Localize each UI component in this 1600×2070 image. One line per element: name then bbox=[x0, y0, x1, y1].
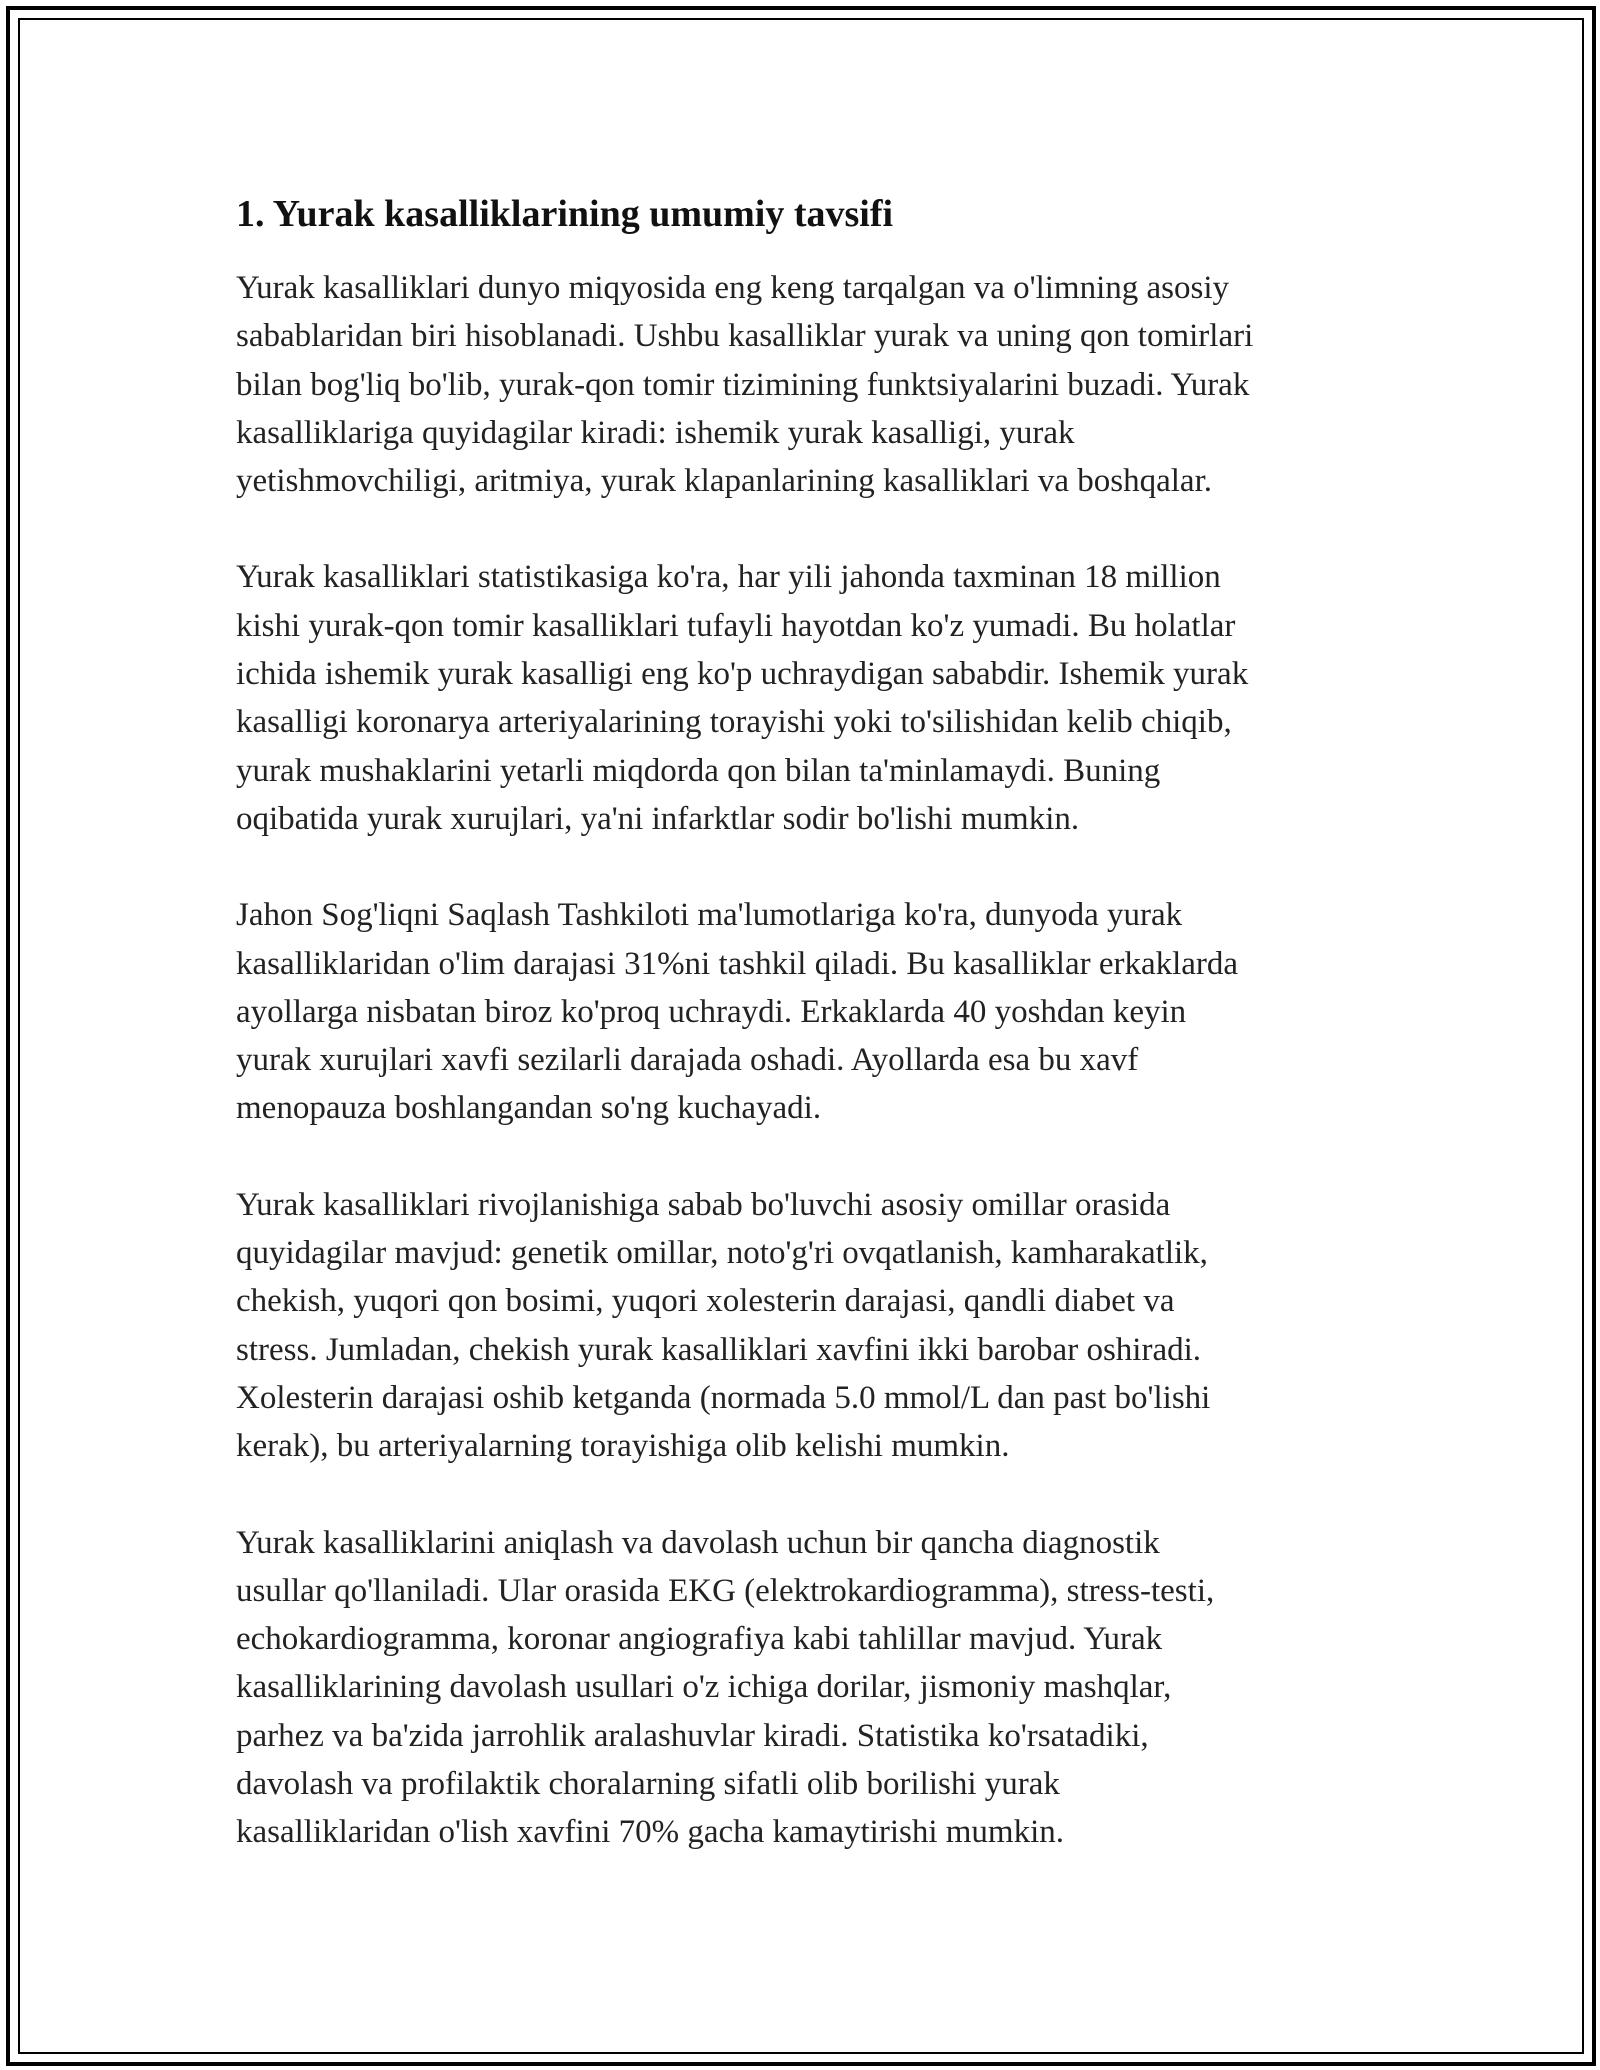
paragraph-line: ayollarga nisbatan biroz ko'proq uchraydi. Erkaklarda 40 yoshdan keyin bbox=[236, 993, 1187, 1030]
paragraph-line: quyidagilar mavjud: genetik omillar, noto'g'ri ovqatlanish, kamharakatlik, bbox=[236, 1235, 1208, 1272]
paragraph-line: Yurak kasalliklari rivojlanishiga sabab bo'luvchi asosiy omillar orasida bbox=[236, 1186, 1171, 1223]
paragraph-list bbox=[236, 264, 1384, 1857]
paragraph-line: kasalligi koronarya arteriyalarining torayishi yoki to'silishidan kelib chiqib, bbox=[236, 704, 1232, 741]
paragraph-line: yurak mushaklarini yetarli miqdorda qon bilan ta'minlamaydi. Buning bbox=[236, 752, 1161, 789]
paragraph-line: davolash va profilaktik choralarning sifatli olib borilishi yurak bbox=[236, 1766, 1060, 1803]
paragraph-line: usullar qo'llaniladi. Ular orasida EKG (elektrokardiogramma), stress-testi, bbox=[236, 1572, 1215, 1609]
paragraph-line: bilan bog'liq bo'lib, yurak-qon tomir tizimining funktsiyalarini buzadi. Yurak bbox=[236, 366, 1250, 403]
document-body bbox=[236, 186, 1384, 1857]
paragraph-line: Jahon Sog'liqni Saqlash Tashkiloti ma'lumotlariga ko'ra, dunyoda yurak bbox=[236, 897, 1183, 934]
paragraph-line: Yurak kasalliklari statistikasiga ko'ra, har yili jahonda taxminan 18 million bbox=[236, 559, 1221, 596]
paragraph-line: chekish, yuqori qon bosimi, yuqori xolesterin darajasi, qandli diabet va bbox=[236, 1283, 1175, 1320]
paragraph-line: ichida ishemik yurak kasalligi eng ko'p uchraydigan sababdir. Ishemik yurak bbox=[236, 656, 1249, 693]
section-title: 1. Yurak kasalliklarining umumiy tavsifi bbox=[236, 193, 894, 235]
paragraph-line: yurak xurujlari xavfi sezilarli darajada oshadi. Ayollarda esa bu xavf bbox=[236, 1042, 1139, 1079]
paragraph-line: yetishmovchiligi, aritmiya, yurak klapanlarining kasalliklari va boshqalar. bbox=[236, 463, 1212, 500]
paragraph-line: sabablaridan biri hisoblanadi. Ushbu kasalliklar yurak va uning qon tomirlari bbox=[236, 318, 1254, 355]
paragraph-3 bbox=[236, 891, 1384, 1132]
paragraph-line: Yurak kasalliklari dunyo miqyosida eng keng tarqalgan va o'limning asosiy bbox=[236, 270, 1229, 306]
paragraph-line: kasalliklaridan o'lim darajasi 31%ni tashkil qiladi. Bu kasalliklar erkaklarda bbox=[236, 945, 1239, 982]
paragraph-line: oqibatida yurak xurujlari, ya'ni infarktlar sodir bo'lishi mumkin. bbox=[236, 800, 1080, 837]
paragraph-2 bbox=[236, 553, 1384, 843]
paragraph-line: Xolesterin darajasi oshib ketganda (normada 5.0 mmol/L dan past bo'lishi bbox=[236, 1379, 1211, 1416]
paragraph-line: Yurak kasalliklarini aniqlash va davolash uchun bir qancha diagnostik bbox=[236, 1524, 1160, 1561]
paragraph-4 bbox=[236, 1181, 1384, 1471]
paragraph-line: parhez va ba'zida jarrohlik aralashuvlar kiradi. Statistika ko'rsatadiki, bbox=[236, 1717, 1149, 1754]
paragraph-1 bbox=[236, 264, 1384, 505]
paragraph-line: kishi yurak-qon tomir kasalliklari tufayli hayotdan ko'z yumadi. Bu holatlar bbox=[236, 607, 1236, 644]
paragraph-line: menopauza boshlangandan so'ng kuchayadi. bbox=[236, 1090, 822, 1127]
paragraph-line: kasalliklaridan o'lish xavfini 70% gacha kamaytirishi mumkin. bbox=[236, 1814, 1065, 1851]
paragraph-line: stress. Jumladan, chekish yurak kasalliklari xavfini ikki barobar oshiradi. bbox=[236, 1331, 1202, 1368]
paragraph-line: kasalliklariga quyidagilar kiradi: ishemik yurak kasalligi, yurak bbox=[236, 414, 1075, 451]
paragraph-line: kasalliklarining davolash usullari o'z ichiga dorilar, jismoniy mashqlar, bbox=[236, 1669, 1172, 1706]
paragraph-line: echokardiogramma, koronar angiografiya kabi tahlillar mavjud. Yurak bbox=[236, 1621, 1163, 1658]
paragraph-line: kerak), bu arteriyalarning torayishiga olib kelishi mumkin. bbox=[236, 1428, 1010, 1465]
paragraph-5 bbox=[236, 1519, 1384, 1857]
